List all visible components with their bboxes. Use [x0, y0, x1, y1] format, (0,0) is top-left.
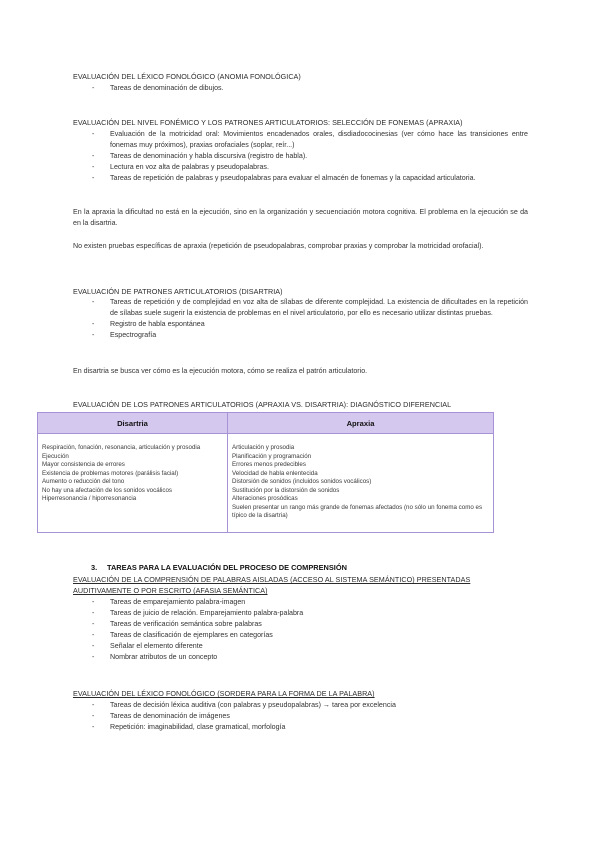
table-cell-line: No hay una afectación de los sonidos vocálicos — [42, 486, 173, 494]
paragraph-apraxia-ejecucion: En la apraxia la dificultad no está en la ejecución, sino en la organización y secuenciación motora cognitiva. El problema en la ejecución se da en la disartria. — [73, 208, 528, 227]
list-item: - Tareas de denominación y habla discursiva (registro de habla). — [92, 152, 308, 160]
list-item: - Registro de habla espontánea — [92, 320, 205, 328]
list-item: - Tareas de repetición y de complejidad en voz alta de sílabas de diferente complejidad. La existencia de dificultades en la repetición de sílabas suele sugerir la existencia de problemas en el nivel articulatorio, por ello es necesario utilizar distintas pruebas. — [92, 298, 528, 317]
list-item: - Tareas de decisión léxica auditiva (con palabras y pseudopalabras) → tarea por excelencia — [92, 701, 396, 709]
list-apraxia — [73, 129, 528, 184]
list-item: - Evaluación de la motricidad oral: Movimientos encadenados orales, disdiadococinesias (ver cómo hace las transiciones entre fonemas muy próximos), praxias orofaciales (soplar, reír...) — [92, 130, 528, 149]
part-3-title: 3. TAREAS PARA LA EVALUACIÓN DEL PROCESO DE COMPRENSIÓN — [91, 563, 347, 572]
list-item: - Tareas de repetición de palabras y pseudopalabras para evaluar el almacén de fonemas y la capacidad articulatoria. — [92, 174, 476, 182]
table-cell-line: Articulación y prosodia — [232, 444, 295, 451]
comparison-table — [37, 412, 494, 533]
table-cell-line: Mayor consistencia de errores — [42, 461, 125, 468]
heading-comprension-palabras-cont: AUDITIVAMENTE O POR ESCRITO (AFASIA SEMÁNTICA) — [73, 586, 268, 595]
table-cell-line: Aumento o reducción del tono — [42, 478, 125, 485]
table-cell-line: Alteraciones prosódicas — [232, 495, 298, 502]
list-item: - Nombrar atributos de un concepto — [92, 653, 218, 661]
heading-comprension-palabras: EVALUACIÓN DE LA COMPRENSIÓN DE PALABRAS AISLADAS (ACCESO AL SISTEMA SEMÁNTICO) PRESENTADAS — [73, 575, 471, 584]
table-cell-line: Sustitución por la distorsión de sonidos — [232, 486, 340, 494]
table-cell-line: Respiración, fonación, resonancia, articulación y prosodia — [42, 444, 201, 451]
list-sordera-forma-palabra — [73, 700, 528, 733]
list-disartria — [73, 297, 528, 341]
list-item: - Repetición: imaginabilidad, clase gramatical, morfología — [92, 723, 286, 731]
list-comprension-palabras — [73, 597, 528, 663]
table-cell-line: Existencia de problemas motores (parálisis facial) — [42, 469, 179, 477]
list-item: - Tareas de juicio de relación. Emparejamiento palabra-palabra — [92, 609, 304, 617]
list-item: - Lectura en voz alta de palabras y pseudopalabras. — [92, 163, 269, 171]
cell-disartria — [38, 434, 228, 533]
list-lexico-anomia — [73, 83, 528, 94]
list-item: - Tareas de verificación semántica sobre palabras — [92, 620, 262, 628]
table-cell-line: Velocidad de habla enlentecida — [232, 469, 318, 477]
column-header-apraxia: Apraxia — [228, 413, 494, 434]
list-item: - Tareas de emparejamiento palabra-imagen — [92, 598, 246, 606]
heading-apraxia: EVALUACIÓN DEL NIVEL FONÉMICO Y LOS PATRONES ARTICULATORIOS: SELECCIÓN DE FONEMAS (APRAXIA) — [73, 118, 463, 127]
table-cell-line: Planificación y programación — [232, 452, 312, 460]
heading-lexico-anomia: EVALUACIÓN DEL LÉXICO FONOLÓGICO (ANOMIA FONOLÓGICA) — [73, 72, 301, 81]
list-item: - Tareas de clasificación de ejemplares en categorías — [92, 631, 273, 639]
table-header-row — [38, 413, 494, 434]
heading-disartria: EVALUACIÓN DE PATRONES ARTICULATORIOS (DISARTRIA) — [73, 287, 283, 296]
table-cell-line: Ejecución — [42, 452, 69, 460]
list-item: - Señalar el elemento diferente — [92, 642, 203, 650]
list-item: - Espectrografía — [92, 331, 157, 339]
list-item: - Tareas de denominación de imágenes — [92, 712, 230, 720]
cell-apraxia — [228, 434, 494, 533]
column-header-disartria: Disartria — [38, 413, 228, 434]
heading-diagnostico-diferencial: EVALUACIÓN DE LOS PATRONES ARTICULATORIOS (APRAXIA VS. DISARTRIA): DIAGNÓSTICO DIFERENCIAL — [73, 400, 452, 409]
paragraph-apraxia-pruebas: No existen pruebas específicas de apraxia (repetición de pseudopalabras, comprobar praxias y comprobar la motricidad orofacial). — [73, 242, 484, 250]
table-cell-line: Errores menos predecibles — [232, 461, 306, 468]
table-row — [38, 434, 494, 533]
table-cell-line: Hiperresonancia / hiporresonancia — [42, 495, 137, 502]
heading-sordera-forma-palabra: EVALUACIÓN DEL LÉXICO FONOLÓGICO (SORDERA PARA LA FORMA DE LA PALABRA) — [73, 689, 375, 698]
list-item: - Tareas de denominación de dibujos. — [92, 84, 224, 92]
table-cell-line: Suelen presentar un rango más grande de fonemas afectados (no sólo un fonema como es típico de la disartria) — [232, 503, 483, 519]
paragraph-disartria: En disartria se busca ver cómo es la ejecución motora, cómo se realiza el patrón articulatorio. — [73, 367, 368, 375]
table-cell-line: Distorsión de sonidos (incluidos sonidos vocálicos) — [232, 478, 372, 485]
